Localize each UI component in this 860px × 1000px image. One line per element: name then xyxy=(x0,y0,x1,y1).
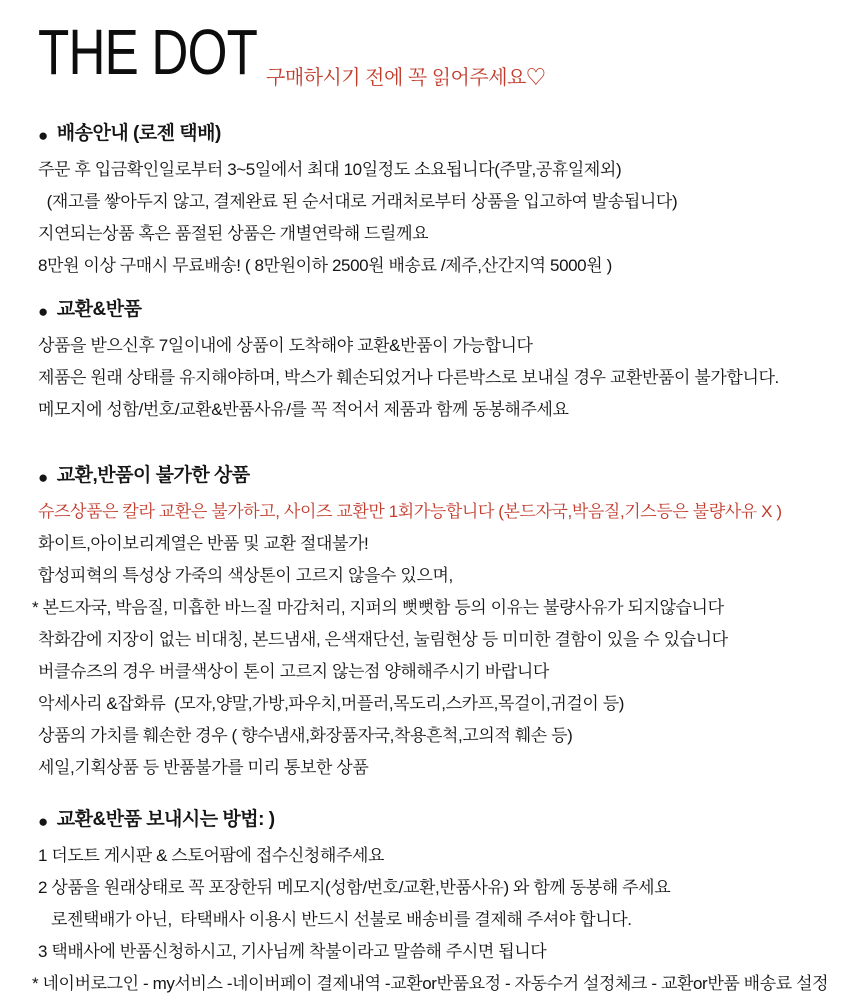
notice-line: 슈즈상품은 칼라 교환은 불가하고, 사이즈 교환만 1회가능합니다 (본드자국,박음질,기스등은 불량사유 X ) xyxy=(38,502,782,521)
bullet-icon: ● xyxy=(38,811,48,831)
section-title xyxy=(38,806,842,834)
section-title xyxy=(38,462,842,490)
notice-sections xyxy=(32,120,842,1000)
notice-line: 지연되는상품 혹은 품절된 상품은 개별연락해 드릴께요 xyxy=(38,224,429,243)
notice-line: * 본드자국, 박음질, 미흡한 바느질 마감처리, 지퍼의 뻣뻣함 등의 이유는 불량사유가 되지않습니다 xyxy=(32,598,724,617)
notice-line: 악세사리 &잡화류 (모자,양말,가방,파우치,머플러,목도리,스카프,목걸이,귀걸이 등) xyxy=(38,694,625,713)
notice-line: 화이트,아이보리계열은 반품 및 교환 절대불가! xyxy=(38,534,369,553)
header-subtitle: 구매하시기 전에 꼭 읽어주세요♡ xyxy=(266,67,546,89)
notice-line: 버클슈즈의 경우 버클색상이 톤이 고르지 않는점 양해해주시기 바랍니다 xyxy=(38,662,549,681)
notice-line: (재고를 쌓아두지 않고, 결제완료 된 순서대로 거래처로부터 상품을 입고하여 발송됩니다) xyxy=(38,192,678,211)
notice-line: 1 더도트 게시판 & 스토어팜에 접수신청해주세요 xyxy=(38,846,385,865)
bullet-icon: ● xyxy=(38,301,48,321)
bullet-icon: ● xyxy=(38,467,48,487)
notice-line: 제품은 원래 상태를 유지해야하며, 박스가 훼손되었거나 다른박스로 보내실 경우 교환반품이 불가합니다. xyxy=(38,368,779,387)
section-lines xyxy=(38,330,842,426)
notice-line: 로젠택배가 아닌, 타택배사 이용시 반드시 선불로 배송비를 결제해 주셔야 합니다. xyxy=(38,910,632,929)
notice-section xyxy=(32,462,842,784)
notice-line: 메모지에 성함/번호/교환&반품사유/를 꼭 적어서 제품과 함께 동봉해주세요 xyxy=(38,400,569,419)
notice-line: 세일,기획상품 등 반품불가를 미리 통보한 상품 xyxy=(38,758,369,777)
brand-logo: THE DOT xyxy=(38,16,258,88)
section-title-text: 교환&반품 보내시는 방법: ) xyxy=(56,809,275,830)
section-title-text: 교환,반품이 불가한 상품 xyxy=(56,465,250,486)
section-title-text: 교환&반품 xyxy=(56,299,142,320)
bullet-icon: ● xyxy=(38,125,48,145)
notice-line: 착화감에 지장이 없는 비대칭, 본드냄새, 은색재단선, 눌림현상 등 미미한 결함이 있을 수 있습니다 xyxy=(38,630,728,649)
section-title xyxy=(38,296,842,324)
notice-line: 3 택배사에 반품신청하시고, 기사님께 착불이라고 말씀해 주시면 됩니다 xyxy=(38,942,547,961)
notice-line: 상품을 받으신후 7일이내에 상품이 도착해야 교환&반품이 가능합니다 xyxy=(38,336,533,355)
notice-section xyxy=(38,296,842,426)
notice-line: 8만원 이상 구매시 무료배송! ( 8만원이하 2500원 배송료 /제주,산간지역 5000원 ) xyxy=(38,256,612,275)
notice-section xyxy=(32,806,842,1000)
section-lines xyxy=(32,840,842,1000)
section-title xyxy=(38,120,842,148)
notice-line: 상품의 가치를 훼손한 경우 ( 향수냄새,화장품자국,착용흔척,고의적 훼손 등) xyxy=(38,726,573,745)
section-lines xyxy=(38,154,842,282)
section-title-text: 배송안내 (로젠 택배) xyxy=(56,123,221,144)
notice-line: 주문 후 입금확인일로부터 3~5일에서 최대 10일정도 소요됩니다(주말,공휴일제외) xyxy=(38,160,622,179)
notice-section xyxy=(38,120,842,282)
notice-line: * 네이버로그인 - my서비스 -네이버페이 결제내역 -교환or반품요정 - 자동수거 설정체크 - 교환or반품 배송료 설정 xyxy=(32,974,829,993)
notice-line: 합성피혁의 특성상 가죽의 색상톤이 고르지 않을수 있으며, xyxy=(38,566,453,585)
header xyxy=(38,16,842,100)
notice-line: 2 상품을 원래상태로 꼭 포장한뒤 메모지(성함/번호/교환,반품사유) 와 함께 동봉해 주세요 xyxy=(38,878,671,897)
section-lines xyxy=(32,496,842,784)
